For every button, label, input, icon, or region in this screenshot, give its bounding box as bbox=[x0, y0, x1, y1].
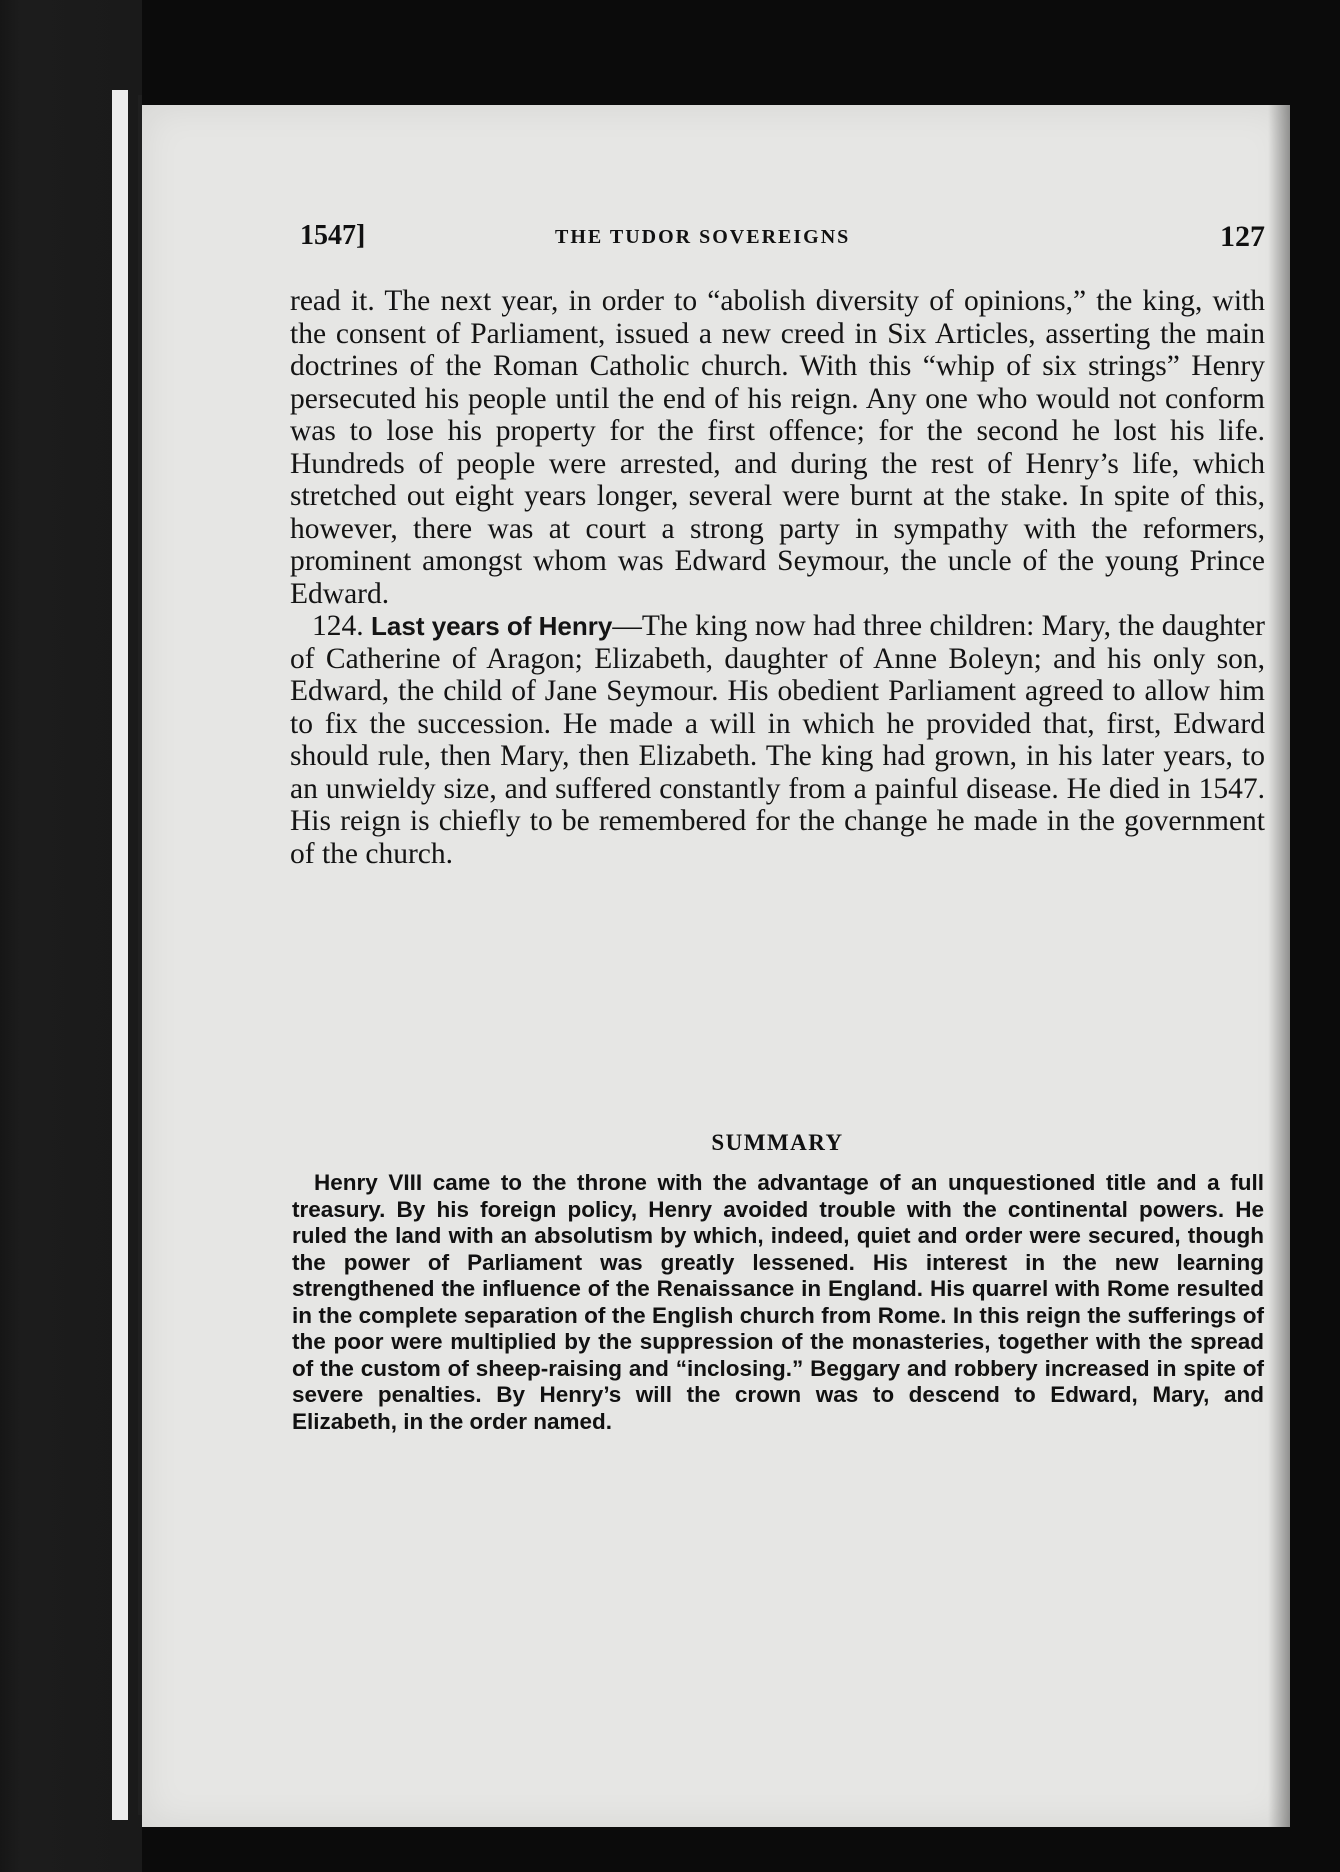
body-text bbox=[290, 285, 1265, 870]
running-head bbox=[300, 220, 1265, 260]
paragraph-2-text: —The king now had three children: Mary, the daughter of Catherine of Aragon; Elizabeth, daughter of Anne Boleyn; and his only son, Edward, the child of Jane Seymour. His obedient Parliament agreed to allow him to fix the succession. He made a will in which he provided that, first, Edward should rule, then Mary, then Elizabeth. The king had grown, in his later years, to an unwieldy size, and suffered constantly from a painful disease. He died in 1547. His reign is chiefly to be remembered for the change he made in the government of the church. bbox=[290, 610, 1266, 870]
paragraph-1: read it. The next year, in order to “abolish diversity of opinions,” the king, with the consent of Parliament, issued a new creed in Six Articles, asserting the main doctrines of the Roman Catholic church. With this “whip of six strings” Henry persecuted his people until the end of his reign. Any one who would not conform was to lose his property for the first offence; for the second he lost his life. Hundreds of people were arrested, and during the rest of Henry’s life, which stretched out eight years longer, several were burnt at the stake. In spite of this, however, there was at court a strong party in sympathy with the reformers, prominent amongst whom was Edward Seymour, the uncle of the young Prince Edward. bbox=[290, 285, 1265, 610]
summary-heading: SUMMARY bbox=[711, 1130, 844, 1155]
running-head-year: 1547] bbox=[300, 220, 366, 251]
binding-edge bbox=[112, 90, 128, 1820]
running-head-title: THE TUDOR SOVEREIGNS bbox=[555, 226, 851, 248]
book-page bbox=[142, 105, 1290, 1827]
page-edge-shadow bbox=[1268, 105, 1290, 1827]
section-title: Last years of Henry bbox=[371, 611, 613, 641]
page-number: 127 bbox=[1220, 220, 1265, 253]
paragraph-2 bbox=[290, 610, 1265, 870]
summary-text: Henry VIII came to the throne with the advantage of an unquestioned title and a full treasury. By his foreign policy, Henry avoided trouble with the continental powers. He ruled the land with an absolutism by which, indeed, quiet and order were secured, though the power of Parliament was greatly lessened. His interest in the new learning strengthened the influence of the Renaissance in England. His quarrel with Rome resulted in the complete separation of the English church from Rome. In this reign the sufferings of the poor were multiplied by the suppression of the monasteries, together with the spread of the custom of sheep-raising and “inclosing.” Beggary and robbery increased in spite of severe penalties. By Henry’s will the crown was to descend to Edward, Mary, and Elizabeth, in the order named. bbox=[292, 1170, 1264, 1434]
section-number: 124. bbox=[312, 610, 364, 642]
